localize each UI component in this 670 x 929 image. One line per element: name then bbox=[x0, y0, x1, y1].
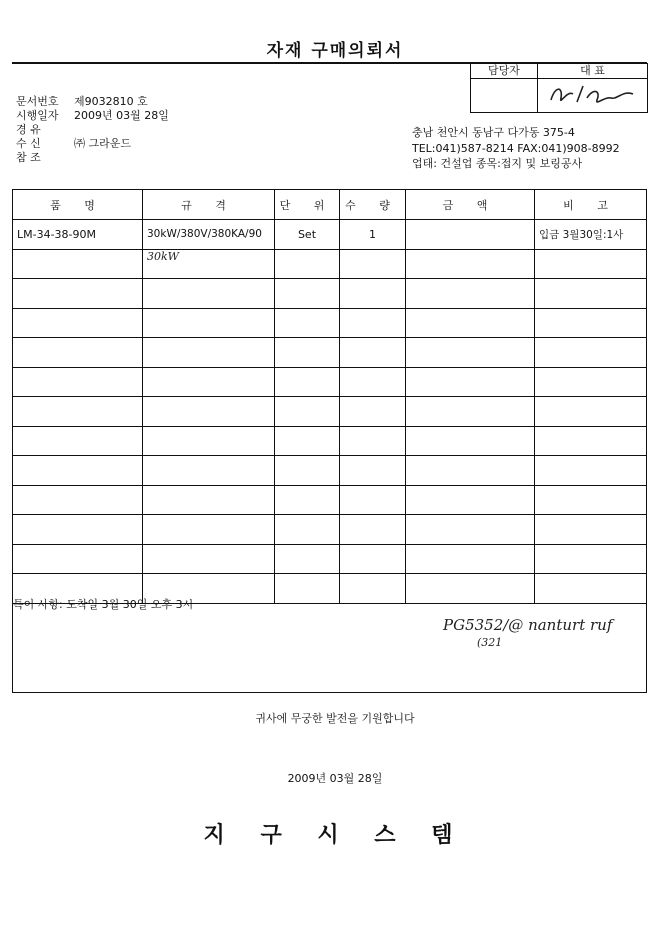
table-row bbox=[13, 426, 647, 456]
table-row bbox=[13, 515, 647, 545]
meta-reference: 참 조 bbox=[16, 151, 41, 164]
special-notes-box bbox=[12, 592, 647, 693]
cell-amount bbox=[406, 456, 535, 486]
cell-item bbox=[13, 397, 143, 427]
items-table bbox=[12, 189, 647, 604]
col-header-item: 품 명 bbox=[13, 190, 143, 220]
handwritten-note-sub: (321 bbox=[477, 636, 503, 649]
cell-note bbox=[535, 367, 647, 397]
cell-spec bbox=[143, 456, 275, 486]
cell-spec: 30kW/380V/380KA/90 bbox=[143, 220, 275, 250]
table-row bbox=[13, 279, 647, 309]
cell-note bbox=[535, 279, 647, 309]
table-row bbox=[13, 367, 647, 397]
cell-amount bbox=[406, 279, 535, 309]
cell-unit bbox=[275, 249, 340, 279]
cell-qty bbox=[340, 367, 406, 397]
approval-box bbox=[470, 63, 648, 113]
cell-note bbox=[535, 397, 647, 427]
cell-qty bbox=[340, 426, 406, 456]
cell-spec bbox=[143, 338, 275, 368]
meta-doc-number: 문서번호 제9032810 호 bbox=[16, 95, 148, 108]
cell-qty bbox=[340, 456, 406, 486]
cell-amount bbox=[406, 426, 535, 456]
cell-note bbox=[535, 338, 647, 368]
cell-amount bbox=[406, 249, 535, 279]
table-row bbox=[13, 397, 647, 427]
cell-note bbox=[535, 544, 647, 574]
approval-divider bbox=[537, 64, 538, 112]
approval-col-manager: 담당자 bbox=[471, 64, 538, 79]
table-row bbox=[13, 249, 647, 279]
cell-note bbox=[535, 485, 647, 515]
cell-amount bbox=[406, 220, 535, 250]
col-header-qty: 수 량 bbox=[340, 190, 406, 220]
cell-amount bbox=[406, 308, 535, 338]
cell-spec bbox=[143, 308, 275, 338]
cell-note bbox=[535, 426, 647, 456]
cell-item bbox=[13, 426, 143, 456]
document-date: 2009년 03월 28일 bbox=[287, 772, 383, 785]
meta-via: 경 유 bbox=[16, 123, 41, 136]
cell-note bbox=[535, 249, 647, 279]
table-row bbox=[13, 485, 647, 515]
cell-unit bbox=[275, 397, 340, 427]
cell-spec bbox=[143, 426, 275, 456]
table-header-row bbox=[13, 190, 647, 220]
cell-note bbox=[535, 308, 647, 338]
approval-col-ceo: 대 표 bbox=[538, 64, 647, 79]
document-title: 자재 구매의뢰서 bbox=[266, 41, 404, 61]
col-header-unit: 단 위 bbox=[275, 190, 340, 220]
cell-qty bbox=[340, 249, 406, 279]
cell-qty bbox=[340, 544, 406, 574]
cell-item bbox=[13, 308, 143, 338]
special-notes-text: 특이 사항: 도착일 3월 30일 오후 3시 bbox=[13, 598, 194, 611]
cell-qty bbox=[340, 485, 406, 515]
cell-unit bbox=[275, 485, 340, 515]
company-name: 지 구 시 스 템 bbox=[203, 822, 467, 848]
cell-amount bbox=[406, 338, 535, 368]
cell-spec bbox=[143, 485, 275, 515]
cell-spec bbox=[143, 279, 275, 309]
col-header-note: 비 고 bbox=[535, 190, 647, 220]
cell-note bbox=[535, 515, 647, 545]
cell-item bbox=[13, 279, 143, 309]
cell-spec bbox=[143, 544, 275, 574]
closing-message: 귀사에 무궁한 발전을 기원합니다 bbox=[255, 712, 415, 725]
cell-unit bbox=[275, 308, 340, 338]
meta-recipient: 수 신 ㈜ 그라운드 bbox=[16, 137, 132, 150]
cell-item bbox=[13, 515, 143, 545]
cell-spec bbox=[143, 397, 275, 427]
cell-qty bbox=[340, 308, 406, 338]
table-row bbox=[13, 544, 647, 574]
cell-unit bbox=[275, 338, 340, 368]
meta-block bbox=[16, 95, 276, 175]
meta-issue-date: 시행일자 2009년 03월 28일 bbox=[16, 109, 169, 122]
cell-qty bbox=[340, 397, 406, 427]
table-row bbox=[13, 338, 647, 368]
table-row bbox=[13, 456, 647, 486]
table-row bbox=[13, 308, 647, 338]
sender-business: 업태: 건설업 종목:접지 및 보링공사 bbox=[412, 157, 583, 170]
col-header-amount: 금 액 bbox=[406, 190, 535, 220]
col-header-spec: 규 격 bbox=[143, 190, 275, 220]
cell-amount bbox=[406, 367, 535, 397]
cell-item bbox=[13, 456, 143, 486]
cell-unit bbox=[275, 426, 340, 456]
cell-spec: 30kW bbox=[143, 249, 275, 279]
cell-item: LM-34-38-90M bbox=[13, 220, 143, 250]
cell-unit bbox=[275, 544, 340, 574]
cell-item bbox=[13, 544, 143, 574]
cell-item bbox=[13, 485, 143, 515]
cell-amount bbox=[406, 397, 535, 427]
cell-unit bbox=[275, 367, 340, 397]
cell-item bbox=[13, 367, 143, 397]
table-row bbox=[13, 220, 647, 250]
cell-amount bbox=[406, 485, 535, 515]
cell-qty bbox=[340, 515, 406, 545]
cell-qty bbox=[340, 338, 406, 368]
cell-amount bbox=[406, 515, 535, 545]
signature-mark bbox=[543, 80, 643, 110]
handwritten-note: PG5352/@ nanturt ruf bbox=[443, 616, 613, 634]
cell-spec bbox=[143, 367, 275, 397]
sender-address: 충남 천안시 동남구 다가동 375-4 bbox=[412, 126, 575, 139]
sender-phone: TEL:041)587-8214 FAX:041)908-8992 bbox=[412, 142, 620, 155]
cell-item bbox=[13, 338, 143, 368]
cell-unit bbox=[275, 456, 340, 486]
cell-note: 입금 3월30일:1사 bbox=[535, 220, 647, 250]
cell-unit bbox=[275, 279, 340, 309]
cell-qty: 1 bbox=[340, 220, 406, 250]
cell-item bbox=[13, 249, 143, 279]
cell-unit: Set bbox=[275, 220, 340, 250]
cell-qty bbox=[340, 279, 406, 309]
cell-amount bbox=[406, 544, 535, 574]
cell-unit bbox=[275, 515, 340, 545]
cell-note bbox=[535, 456, 647, 486]
cell-spec bbox=[143, 515, 275, 545]
